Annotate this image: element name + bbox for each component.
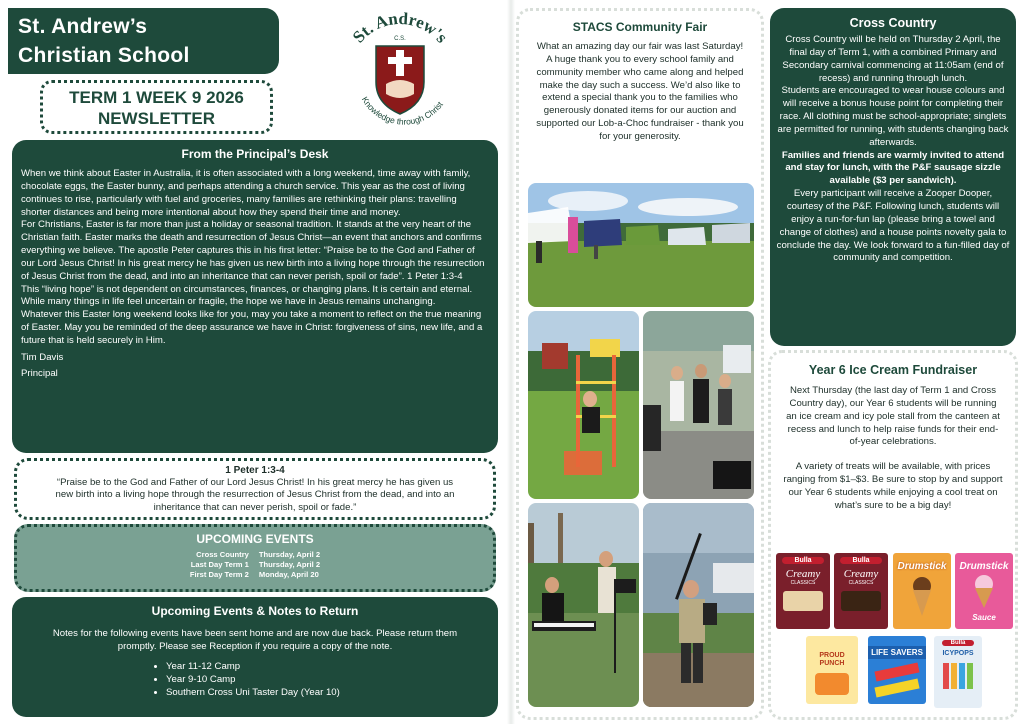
cross-country-para-1: Cross Country will be held on Thursday 2 April, the final day of Term 1, with a combined Primary and Secondary carnival commencing at 11:05am (end of recess) and running through lunch. [782,34,1004,84]
event-name: First Day Term 2 [189,570,249,579]
event-date: Thursday, April 2 [258,550,321,559]
principal-section [12,140,498,453]
product-life-savers [868,636,926,704]
product-sub: CLASSICS [790,580,816,586]
table-row [190,560,320,570]
product-bulla-icypops [934,636,982,708]
notes-list [166,660,468,700]
school-crest-logo [338,12,462,138]
notes-intro: Notes for the following events have been sent home and are now due back. Please return them promptly. Please see Reception if you require a copy of the note. [52,628,458,652]
ice-cream-para-1: Next Thursday (the last day of Term 1 and Cross Country day), our Year 6 students will be running an ice cream and icy pole stall from the canteen at recess and lunch to help raise funds for their end-of-year celebrations. [786,385,1000,448]
upcoming-events-table [190,550,320,579]
event-name: Last Day Term 1 [190,560,249,569]
product-name: Creamy [843,568,879,580]
svg-text:Knowledge through Christ: Knowledge through Christ [359,94,445,127]
cross-country-para-4: Every participant will receive a Zooper Dooper, courtesy of the P&F. Following lunch, students will enjoy a run-for-fun lap (please bring a towel and change of clothes) and a house points novelty gala to conclude the day. We look forward to a fun-filled day of community and competition. [776,188,1010,264]
event-date: Thursday, April 2 [258,560,321,569]
cross-country-para-3: Families and friends are warmly invited to attend and stay for lunch, with the P&F sausage sizzle available ($3 per sandwich). [781,149,1005,187]
fair-photo-field [528,183,754,307]
cross-country-heading: Cross Country [849,16,937,30]
newsletter-label: NEWSLETTER [97,109,216,128]
principal-paragraph-3: This “living hope” is not dependent on circumstances, finances, or changing plans. It is certain and eternal. While many things in life feel uncertain or fragile, the hope we have in Jesus remains unchanging. [21,283,473,308]
list-item: • Year 11-12 Camp [166,660,468,673]
ice-cream-heading: Year 6 Ice Cream Fundraiser [808,363,978,377]
event-date: Monday, April 20 [258,570,319,579]
product-sub: Sauce [972,613,996,622]
product-proud-punch [806,636,858,704]
product-brand: Bulla [840,557,882,564]
verse-text: “Praise be to the God and Father of our Lord Jesus Christ! In his great mercy he has given us new birth into a living hope through the resurrection of Jesus Christ from the dead, and into an inheritance that can never perish, spoil or fade.” [55,477,455,513]
cross-country-section [770,8,1016,346]
svg-text:St. Andrew's: St. Andrew's [348,12,452,47]
term-newsletter-box [40,80,273,134]
verse-reference: 1 Peter 1:3-4 [225,465,285,476]
notes-heading: Upcoming Events & Notes to Return [151,604,359,618]
event-name: Cross Country [196,550,249,559]
product-sub: CLASSICS [848,580,874,586]
principal-paragraph-2: For Christians, Easter is far more than just a holiday or seasonal tradition. It stands at the very heart of the Christian faith. Easter marks the death and resurrection of Jesus Christ—an event that anchors and confirms everything we believe. The apostle Peter captures this in his first letter: “Praise be to the God and Father of our Lord Jesus Christ! In his great mercy he has given us new birth into a living hope through the resurrection of Jesus Christ from the dead, and into an inheritance that can never perish, spoil or fade”. 1 Peter 1:3-4 [21,219,485,282]
fair-text: What an amazing day our fair was last Saturday! A huge thank you to every school family and community member who came along and helped make the day such a success. We’d also like to extend a special thank you to the families who generously donated items for our auction and supported our Lob-a-Choc fundraiser - thank you for your generosity. [536,41,744,142]
principal-paragraph-1: When we think about Easter in Australia, it is often associated with a long weekend, time away with family, chocolate eggs, the Easter bunny, and perhaps attending a church service. This year as the cost of living continues to rise, particularly with fuel and groceries, many families are rethinking their plans: travelling shorter distances and being more intentional about how they spend their time and money. [21,168,471,218]
principal-signoff-title: Principal [21,367,58,379]
product-name: ICYPOPS [942,650,974,657]
list-item: • Southern Cross Uni Taster Day (Year 10) [166,686,468,699]
upcoming-events-section [14,524,496,592]
product-drumstick-1 [893,553,951,629]
page-spread-divider [507,0,515,724]
product-name: Drumstick [959,561,1009,572]
fair-photo-musicians [528,503,639,707]
product-name: LIFE SAVERS [868,646,926,659]
product-brand: Bulla [942,640,974,646]
notes-section [12,597,498,717]
product-name: Drumstick [897,561,947,572]
cross-country-para-2: Students are encouraged to wear house colours and will receive a bonus house point for completing their race. All clothing must be school-appropriate; singlets are permitted for running, with students changing back afterwards. [777,85,1009,148]
product-name: PROUD PUNCH [819,652,845,667]
svg-text:C.S.: C.S. [394,36,406,42]
fair-photo-bagpiper [643,503,754,707]
fair-heading: STACS Community Fair [572,20,708,34]
table-row [190,550,320,560]
term-label: TERM 1 WEEK 9 2026 [69,88,244,107]
list-item: • Year 9-10 Camp [166,673,468,686]
school-title-block [8,8,279,74]
product-drumstick-2 [955,553,1013,629]
principal-signoff-name: Tim Davis [21,351,64,363]
product-brand: Bulla [782,557,824,564]
fair-photo-singers [643,311,754,499]
product-bulla-creamy-2 [834,553,888,629]
table-row [190,570,320,579]
principal-paragraph-4: Whatever this Easter long weekend looks like for you, may you take a moment to reflect on the true meaning of Easter. May you be reminded of the deep assurance we have in Christ: forgiveness of sins, new life, and a future that is held securely in Him. [21,309,483,346]
school-name-line2: Christian School [18,44,190,67]
ice-cream-para-2: A variety of treats will be available, with prices ranging from $1–$3. Be sure to stop by and support our Year 6 students while enjoying a cool treat on what’s sure to be a big day! [783,461,1003,511]
fair-photo-climbing-frame [528,311,639,499]
school-name-line1: St. Andrew’s [18,15,148,38]
product-bulla-creamy-1 [776,553,830,629]
product-name: Creamy [785,568,821,580]
crest-icon [338,12,462,138]
upcoming-events-heading: UPCOMING EVENTS [196,532,314,546]
verse-box [14,458,496,520]
principal-heading: From the Principal’s Desk [181,147,329,161]
